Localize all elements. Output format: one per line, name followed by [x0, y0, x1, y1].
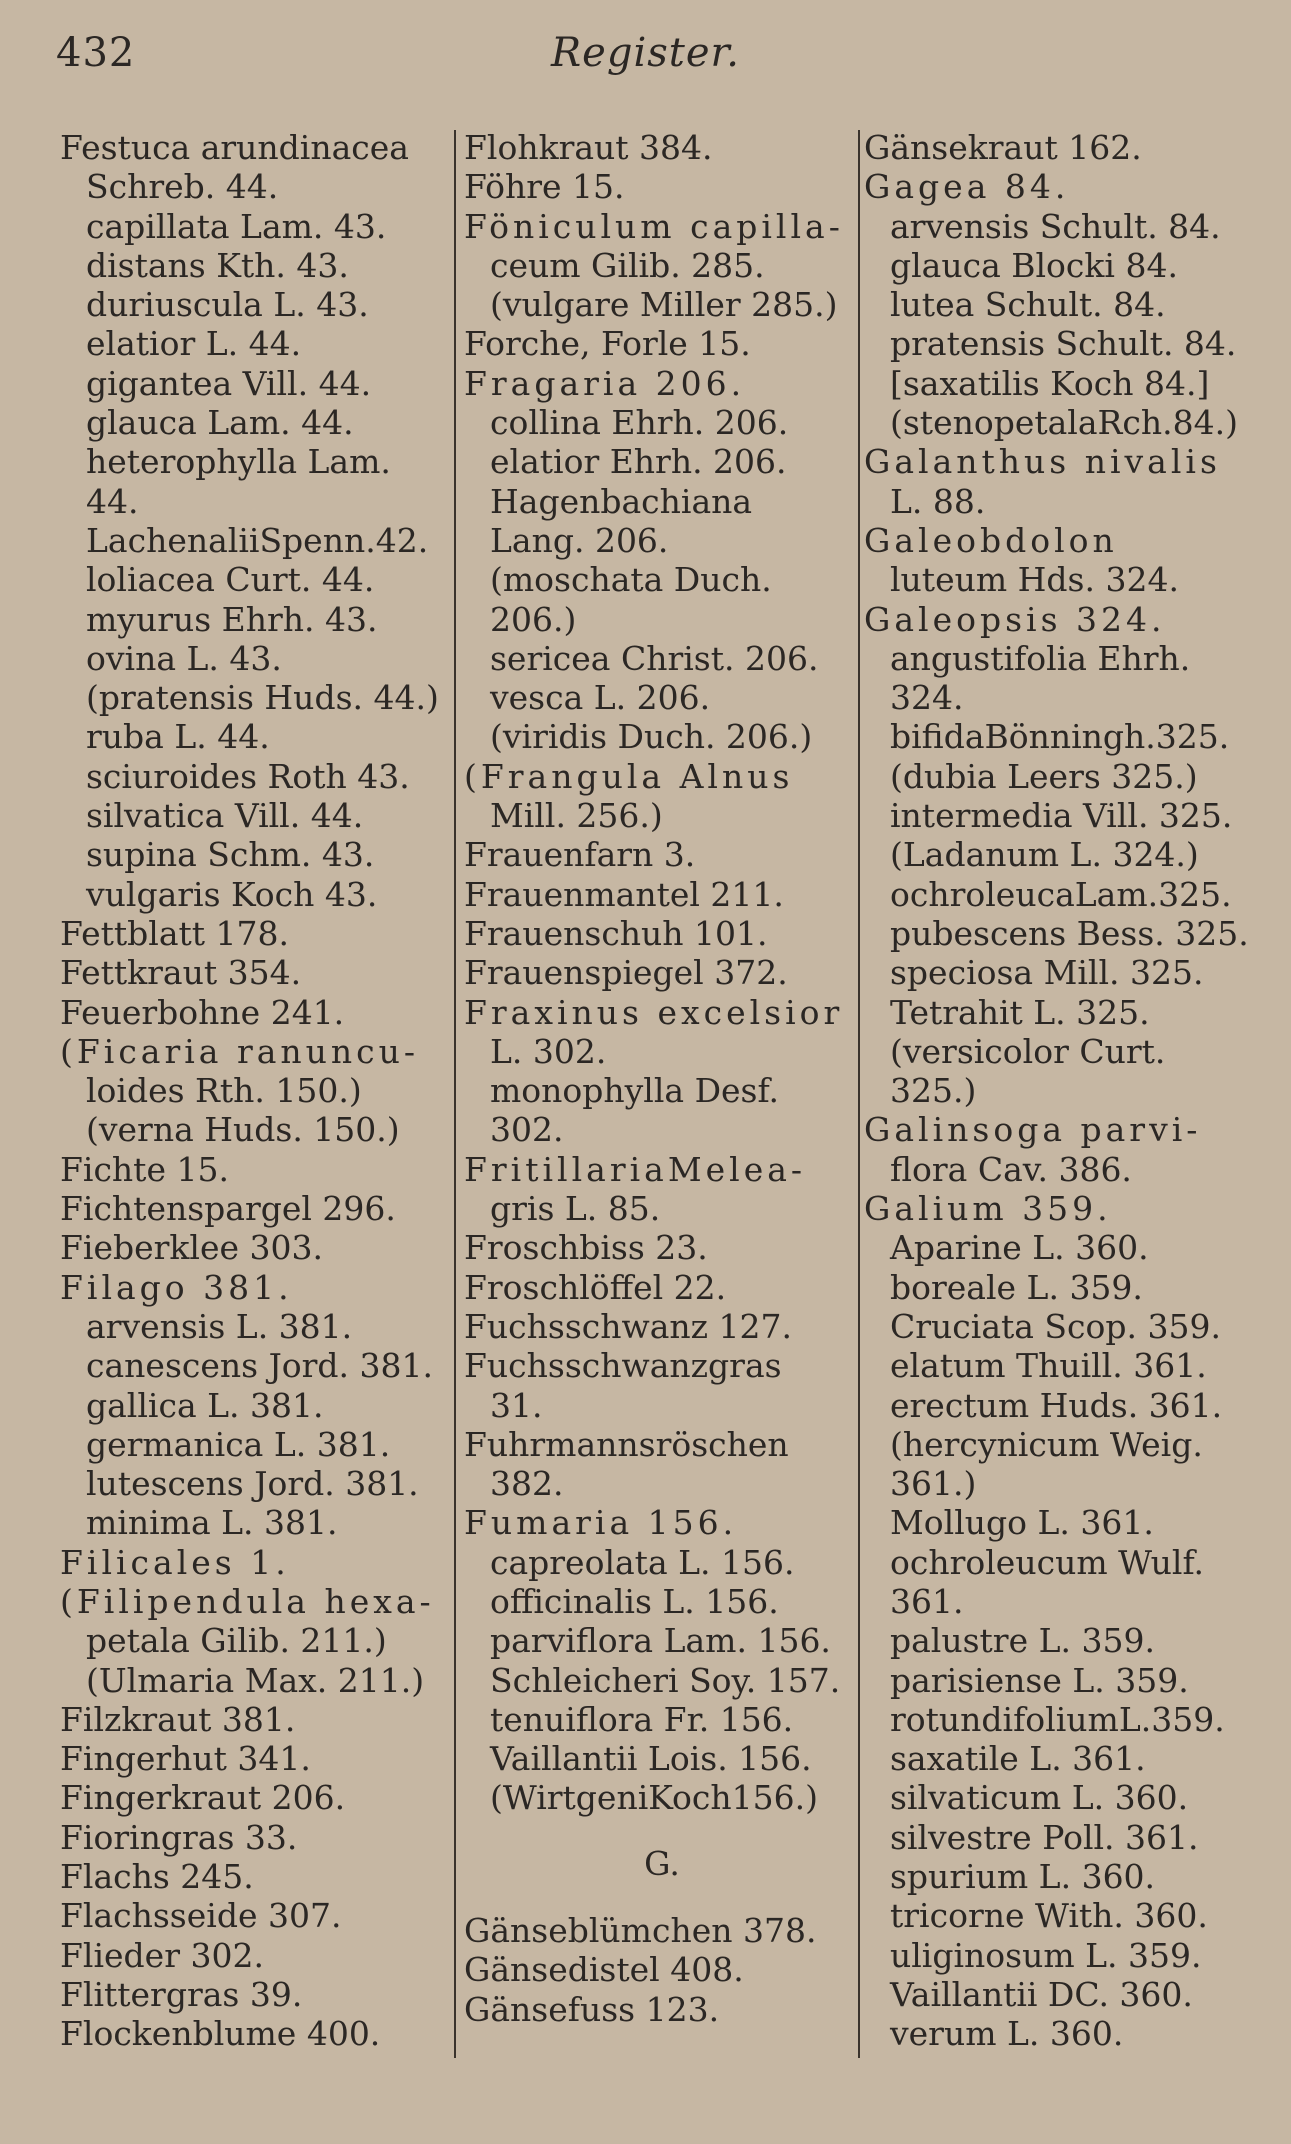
index-column-3 — [864, 128, 1264, 2054]
index-entry: Filicales 1. — [60, 1542, 290, 1582]
page-number: 432 — [56, 30, 136, 76]
index-subentry: arvensis L. 381. — [86, 1306, 353, 1346]
index-entry: (Ficaria ranuncu- — [60, 1031, 420, 1071]
index-entry: Forche, Forle 15. — [464, 324, 751, 364]
index-subentry: collina Ehrh. 206. — [490, 403, 789, 443]
index-subentry: 31. — [490, 1385, 543, 1425]
index-entry: Fichte 15. — [60, 1149, 229, 1189]
index-subentry: Tetrahit L. 325. — [890, 992, 1150, 1032]
index-subentry: capillata Lam. 43. — [86, 206, 387, 246]
index-entry: Föniculum capilla- — [464, 206, 844, 246]
index-subentry: erectum Huds. 361. — [890, 1385, 1223, 1425]
index-entry: Gänsefuss 123. — [464, 1989, 720, 2029]
index-subentry: (stenopetalaRch.84.) — [890, 403, 1238, 443]
index-subentry: elatior L. 44. — [86, 324, 302, 364]
index-subentry: duriuscula L. 43. — [86, 285, 369, 325]
index-entry: (Frangula Alnus — [464, 756, 794, 796]
index-entry: Fioringras 33. — [60, 1817, 298, 1857]
index-subentry: tricorne With. 360. — [890, 1896, 1208, 1936]
index-entry: Froschlöffel 22. — [464, 1267, 727, 1307]
index-subentry: 302. — [490, 1110, 564, 1150]
index-entry: Gänsekraut 162. — [864, 128, 1142, 167]
index-entry: Galeopsis 324. — [864, 599, 1166, 639]
index-entry: Frauenfarn 3. — [464, 835, 696, 875]
index-subentry: Mollugo L. 361. — [890, 1503, 1154, 1543]
index-entry: Froschbiss 23. — [464, 1228, 708, 1268]
index-entry: Galinsoga parvi- — [864, 1110, 1202, 1150]
index-subentry: L. 88. — [890, 481, 986, 521]
index-subentry: rotundifoliumL.359. — [890, 1699, 1225, 1739]
index-subentry: flora Cav. 386. — [890, 1149, 1132, 1189]
index-subentry: vulgaris Koch 43. — [86, 874, 378, 914]
index-subentry: (viridis Duch. 206.) — [490, 717, 813, 757]
index-entry: Galeobdolon — [864, 520, 1118, 560]
index-subentry: spurium L. 360. — [890, 1857, 1156, 1897]
index-subentry: bifidaBönningh.325. — [890, 717, 1230, 757]
index-subentry: pratensis Schult. 84. — [890, 324, 1237, 364]
index-subentry: sciuroides Roth 43. — [86, 756, 410, 796]
section-heading: G. — [644, 1843, 680, 1883]
index-entry: Fuchsschwanzgras — [464, 1346, 782, 1386]
index-entry: Föhre 15. — [464, 167, 625, 207]
index-subentry: parisiense L. 359. — [890, 1660, 1189, 1700]
index-subentry: gris L. 85. — [490, 1189, 661, 1229]
index-subentry: 44. — [86, 481, 139, 521]
index-subentry: (vulgare Miller 285.) — [490, 285, 838, 325]
index-subentry: 382. — [490, 1464, 564, 1504]
index-subentry: lutescens Jord. 381. — [86, 1464, 419, 1504]
index-subentry: Hagenbachiana — [490, 481, 753, 521]
index-entry: Flachsseide 307. — [60, 1896, 342, 1936]
index-subentry: parviflora Lam. 156. — [490, 1621, 831, 1661]
index-subentry: glauca Lam. 44. — [86, 403, 354, 443]
index-subentry: (moschata Duch. — [490, 560, 772, 600]
index-subentry: gigantea Vill. 44. — [86, 363, 372, 403]
index-subentry: Vaillantii DC. 360. — [890, 1974, 1193, 2014]
index-subentry: canescens Jord. 381. — [86, 1346, 434, 1386]
index-subentry: 324. — [890, 678, 964, 718]
index-entry: Galanthus nivalis — [864, 442, 1221, 482]
index-subentry: distans Kth. 43. — [86, 245, 349, 285]
index-subentry: loides Rth. 150.) — [86, 1071, 362, 1111]
index-subentry: petala Gilib. 211.) — [86, 1621, 387, 1661]
index-subentry: (Ulmaria Max. 211.) — [86, 1660, 425, 1700]
index-entry: Frauenschuh 101. — [464, 913, 768, 953]
index-subentry: tenuiflora Fr. 156. — [490, 1699, 794, 1739]
index-subentry: heterophylla Lam. — [86, 442, 391, 482]
index-entry: Fumaria 156. — [464, 1503, 738, 1543]
index-entry: FritillariaMelea- — [464, 1149, 807, 1189]
index-entry: Flieder 302. — [60, 1935, 264, 1975]
index-subentry: (pratensis Huds. 44.) — [86, 678, 439, 718]
index-subentry: (hercynicum Weig. — [890, 1424, 1203, 1464]
index-entry: (Filipendula hexa- — [60, 1581, 435, 1621]
index-subentry: pubescens Bess. 325. — [890, 913, 1249, 953]
index-subentry: ochroleucum Wulf. — [890, 1542, 1205, 1582]
index-subentry: Lang. 206. — [490, 520, 669, 560]
index-entry: Flittergras 39. — [60, 1974, 303, 2014]
index-entry: Feuerbohne 241. — [60, 992, 345, 1032]
index-subentry: L. 302. — [490, 1031, 607, 1071]
index-entry: Fichtenspargel 296. — [60, 1189, 396, 1229]
index-subentry: glauca Blocki 84. — [890, 245, 1178, 285]
index-entry: Fettkraut 354. — [60, 953, 302, 993]
index-subentry: sericea Christ. 206. — [490, 638, 819, 678]
index-subentry: speciosa Mill. 325. — [890, 953, 1204, 993]
index-subentry: angustifolia Ehrh. — [890, 638, 1191, 678]
index-subentry: 206.) — [490, 599, 577, 639]
index-subentry: ochroleucaLam.325. — [890, 874, 1232, 914]
index-subentry: boreale L. 359. — [890, 1267, 1143, 1307]
index-subentry: monophylla Desf. — [490, 1071, 780, 1111]
index-subentry: saxatile L. 361. — [890, 1739, 1146, 1779]
index-subentry: 325.) — [890, 1071, 977, 1111]
index-entry: Galium 359. — [864, 1189, 1112, 1229]
index-entry: Fettblatt 178. — [60, 913, 289, 953]
index-entry: Flohkraut 384. — [464, 128, 713, 167]
index-subentry: 361. — [890, 1581, 964, 1621]
index-subentry: Schreb. 44. — [86, 167, 279, 207]
index-subentry: Schleicheri Soy. 157. — [490, 1660, 841, 1700]
index-subentry: officinalis L. 156. — [490, 1581, 779, 1621]
index-subentry: myurus Ehrh. 43. — [86, 599, 378, 639]
index-entry: Flachs 245. — [60, 1857, 254, 1897]
index-subentry: ceum Gilib. 285. — [490, 245, 765, 285]
running-title: Register. — [551, 30, 740, 76]
index-entry: Fraxinus excelsior — [464, 992, 844, 1032]
column-rule-left — [454, 130, 456, 2058]
index-entry: Fieberklee 303. — [60, 1228, 323, 1268]
index-column-1 — [60, 128, 452, 2054]
index-entry: Filago 381. — [60, 1267, 293, 1307]
index-subentry: Aparine L. 360. — [890, 1228, 1149, 1268]
index-subentry: (dubia Leers 325.) — [890, 756, 1198, 796]
index-subentry: ruba L. 44. — [86, 717, 270, 757]
index-entry: Fingerhut 341. — [60, 1739, 311, 1779]
index-subentry: germanica L. 381. — [86, 1424, 391, 1464]
index-subentry: supina Schm. 43. — [86, 835, 375, 875]
index-subentry: (Ladanum L. 324.) — [890, 835, 1199, 875]
index-entry: Fuhrmannsröschen — [464, 1424, 789, 1464]
index-subentry: (versicolor Curt. — [890, 1031, 1166, 1071]
index-entry: Fragaria 206. — [464, 363, 746, 403]
index-subentry: intermedia Vill. 325. — [890, 796, 1233, 836]
index-subentry: verum L. 360. — [890, 2014, 1124, 2054]
index-subentry: (WirtgeniKoch156.) — [490, 1778, 818, 1818]
index-subentry: luteum Hds. 324. — [890, 560, 1179, 600]
index-subentry: minima L. 381. — [86, 1503, 338, 1543]
index-subentry: Cruciata Scop. 359. — [890, 1306, 1221, 1346]
index-entry: Festuca arundinacea — [60, 128, 409, 167]
index-entry: Gänseblümchen 378. — [464, 1911, 817, 1951]
index-subentry: Vaillantii Lois. 156. — [490, 1739, 812, 1779]
index-subentry: (verna Huds. 150.) — [86, 1110, 400, 1150]
index-subentry: uliginosum L. 359. — [890, 1935, 1202, 1975]
index-subentry: ovina L. 43. — [86, 638, 282, 678]
index-entry: Gänsedistel 408. — [464, 1950, 744, 1990]
index-subentry: vesca L. 206. — [490, 678, 711, 718]
index-subentry: elatum Thuill. 361. — [890, 1346, 1207, 1386]
index-subentry: silvatica Vill. 44. — [86, 796, 364, 836]
index-entry: Fingerkraut 206. — [60, 1778, 346, 1818]
index-subentry: elatior Ehrh. 206. — [490, 442, 787, 482]
index-subentry: gallica L. 381. — [86, 1385, 324, 1425]
index-subentry: silvaticum L. 360. — [890, 1778, 1189, 1818]
index-subentry: [saxatilis Koch 84.] — [890, 363, 1210, 403]
index-entry: Flockenblume 400. — [60, 2014, 381, 2054]
index-entry: Filzkraut 381. — [60, 1699, 296, 1739]
index-subentry: 361.) — [890, 1464, 977, 1504]
index-subentry: loliacea Curt. 44. — [86, 560, 375, 600]
index-column-2 — [464, 128, 860, 2029]
index-subentry: palustre L. 359. — [890, 1621, 1155, 1661]
index-subentry: arvensis Schult. 84. — [890, 206, 1221, 246]
index-subentry: lutea Schult. 84. — [890, 285, 1166, 325]
index-entry: Gagea 84. — [864, 167, 1070, 207]
index-subentry: silvestre Poll. 361. — [890, 1817, 1199, 1857]
index-entry: Fuchsschwanz 127. — [464, 1306, 793, 1346]
index-subentry: LachenaliiSpenn.42. — [86, 520, 429, 560]
index-entry: Frauenmantel 211. — [464, 874, 784, 914]
index-entry: Frauenspiegel 372. — [464, 953, 788, 993]
index-subentry: capreolata L. 156. — [490, 1542, 795, 1582]
index-subentry: Mill. 256.) — [490, 796, 663, 836]
